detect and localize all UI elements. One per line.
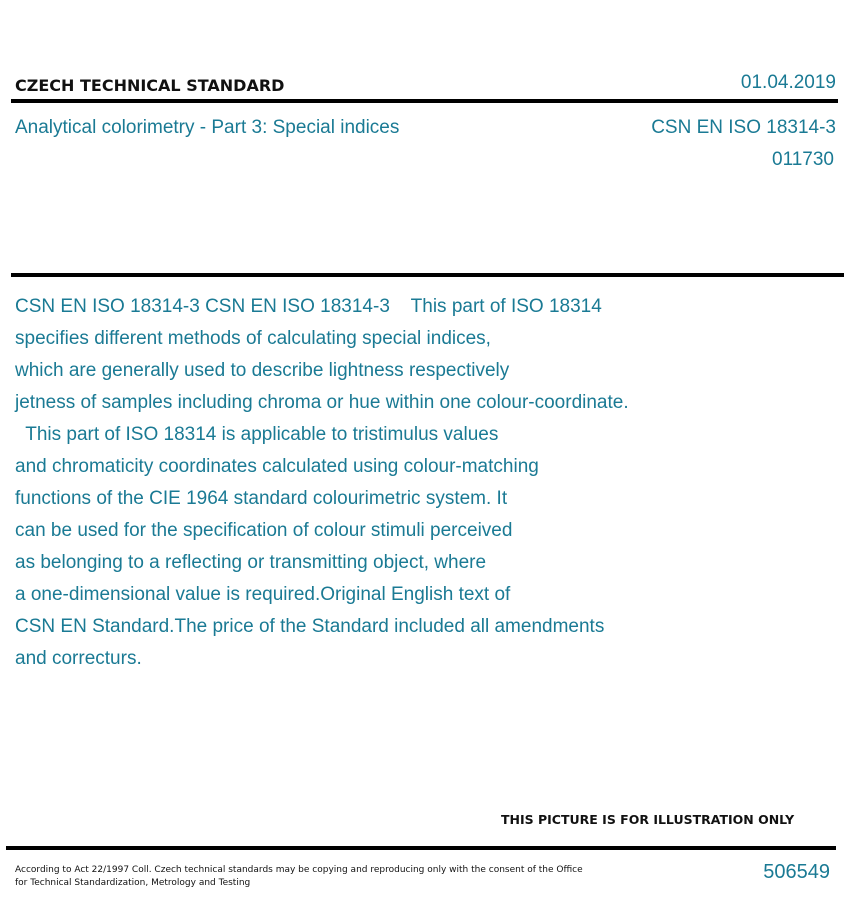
abstract-line: jetness of samples including chroma or hue within one colour-coordinate. [15, 392, 629, 413]
standard-type-label: CZECH TECHNICAL STANDARD [15, 76, 285, 95]
abstract-line: can be used for the specification of colour stimuli perceived [15, 520, 513, 541]
legal-notice-line: for Technical Standardization, Metrology and Testing [15, 878, 251, 888]
section-divider [11, 273, 844, 277]
catalog-number: 011730 [772, 149, 834, 170]
document-number: 506549 [763, 861, 830, 883]
abstract-line: and chromaticity coordinates calculated using colour-matching [15, 456, 539, 477]
abstract-line: CSN EN Standard.The price of the Standard included all amendments [15, 616, 605, 637]
abstract-line: This part of ISO 18314 is applicable to tristimulus values [15, 424, 499, 445]
abstract-line: a one-dimensional value is required.Original English text of [15, 584, 511, 605]
abstract-line: as belonging to a reflecting or transmitting object, where [15, 552, 487, 573]
abstract-line: and correcturs. [15, 648, 142, 669]
header-divider [11, 99, 838, 103]
publication-date: 01.04.2019 [740, 72, 836, 93]
legal-notice [15, 864, 615, 890]
abstract-text [15, 291, 735, 675]
standard-title: Analytical colorimetry - Part 3: Special indices [15, 117, 400, 138]
footer-divider [6, 846, 836, 850]
abstract-line: functions of the CIE 1964 standard colourimetric system. It [15, 488, 508, 509]
abstract-line: specifies different methods of calculating special indices, [15, 328, 491, 349]
abstract-line: CSN EN ISO 18314-3 CSN EN ISO 18314-3 This part of ISO 18314 [15, 296, 602, 317]
abstract-line: which are generally used to describe lightness respectively [15, 360, 510, 381]
standard-code: CSN EN ISO 18314-3 [651, 117, 836, 138]
legal-notice-line: According to Act 22/1997 Coll. Czech technical standards may be copying and reproducing only with the consent of the Office [15, 865, 583, 875]
illustration-disclaimer: THIS PICTURE IS FOR ILLUSTRATION ONLY [501, 812, 795, 827]
